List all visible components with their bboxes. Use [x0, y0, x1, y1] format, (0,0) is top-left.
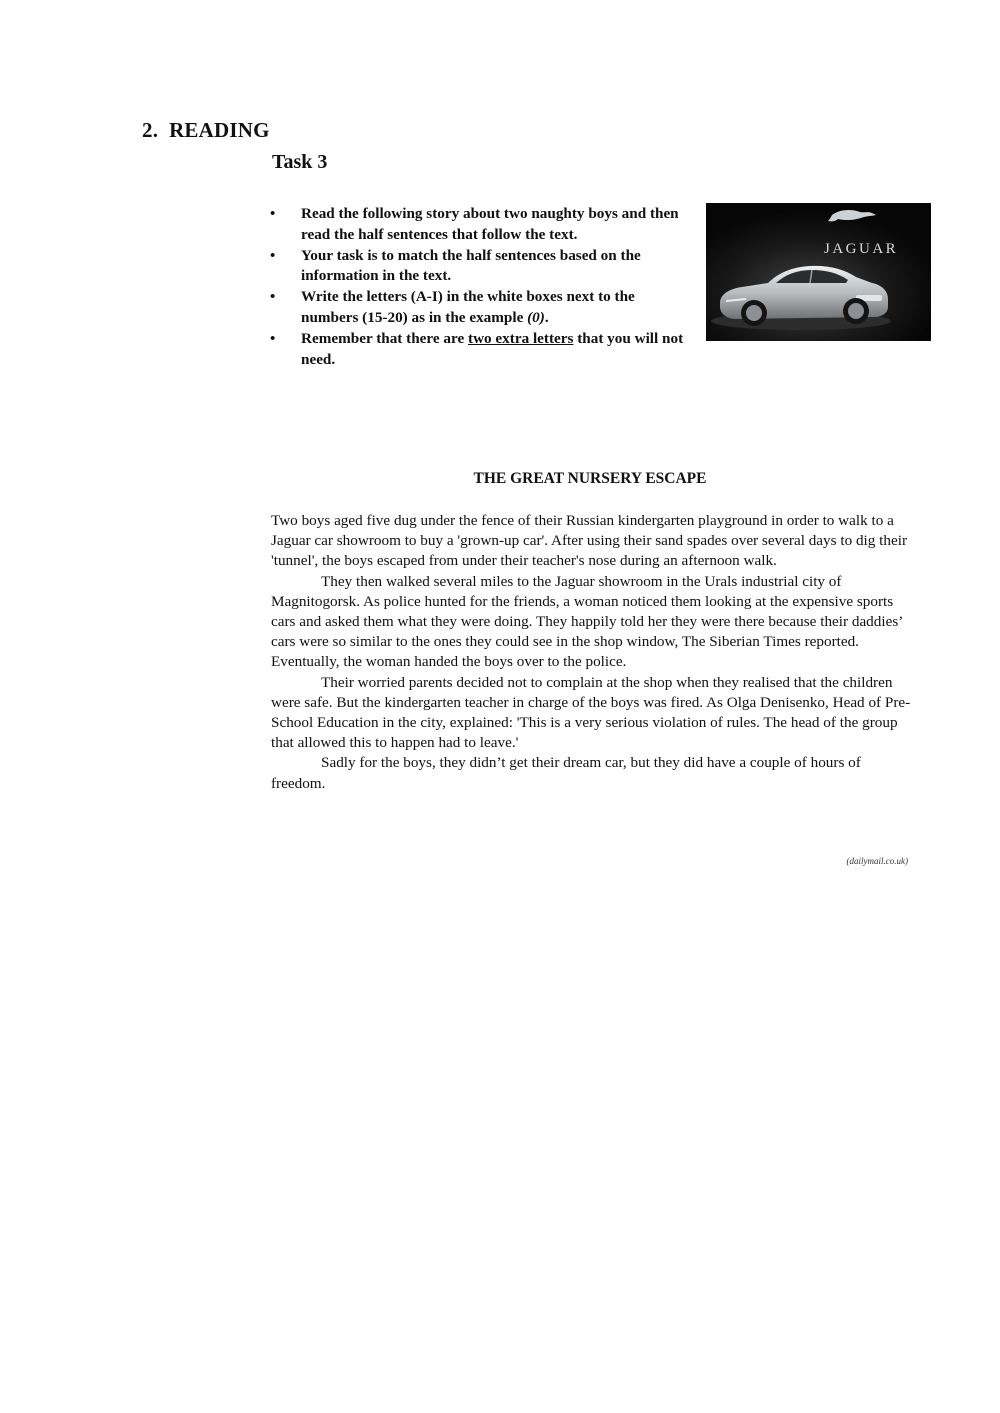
jaguar-logo-text: JAGUAR	[824, 241, 899, 257]
story-paragraph: Their worried parents decided not to complain at the shop when they realised that the children were safe. But the kindergarten teacher in charge of the boys was fired. As Olga Denisenko, Head of Pre-School Education in the city, explained: 'This is a very serious violation of rules. The head of the group that allowed this to happen had to leave.'	[271, 673, 911, 752]
example-marker: (0)	[527, 308, 545, 326]
instruction-item: • Your task is to match the half sentences based on the information in the text.	[270, 246, 690, 288]
instruction-item: • Remember that there are two extra letters that you will not need.	[270, 329, 690, 371]
story-paragraph: Sadly for the boys, they didn’t get their dream car, but they did have a couple of hours of freedom.	[271, 754, 861, 792]
story-paragraph: They then walked several miles to the Jaguar showroom in the Urals industrial city of Magnitogorsk. As police hunted for the friends, a woman noticed them looking at the expensive sports cars and asked them what they were doing. They happily told her they were there because their daddies’ cars were so similar to the ones they could see in the shop window, The Siberian Times reported. Eventually, the woman handed the boys over to the police.	[271, 572, 903, 671]
instruction-item: • Write the letters (A-I) in the white boxes next to the numbers (15-20) as in the example (0).	[270, 287, 690, 329]
story-paragraph: Two boys aged five dug under the fence of their Russian kindergarten playground in order to walk to a Jaguar car showroom to buy a 'grown-up car'. After using their sand spades over several days to dig their 'tunnel', the boys escaped from under their teacher's nose during an afternoon walk.	[271, 512, 907, 570]
source-credit: (dailymail.co.uk)	[846, 856, 908, 866]
task-title: Task 3	[272, 151, 328, 173]
underlined-phrase: two extra letters	[468, 329, 574, 347]
section-number: 2.	[142, 118, 159, 142]
instructions-list	[270, 204, 690, 370]
story-body	[271, 511, 911, 794]
instruction-item: • Read the following story about two naughty boys and then read the half sentences that follow the text.	[270, 204, 690, 246]
jaguar-car-photo	[706, 203, 931, 341]
section-heading	[142, 118, 270, 143]
section-title: READING	[169, 118, 270, 142]
story-title: THE GREAT NURSERY ESCAPE	[473, 470, 707, 487]
